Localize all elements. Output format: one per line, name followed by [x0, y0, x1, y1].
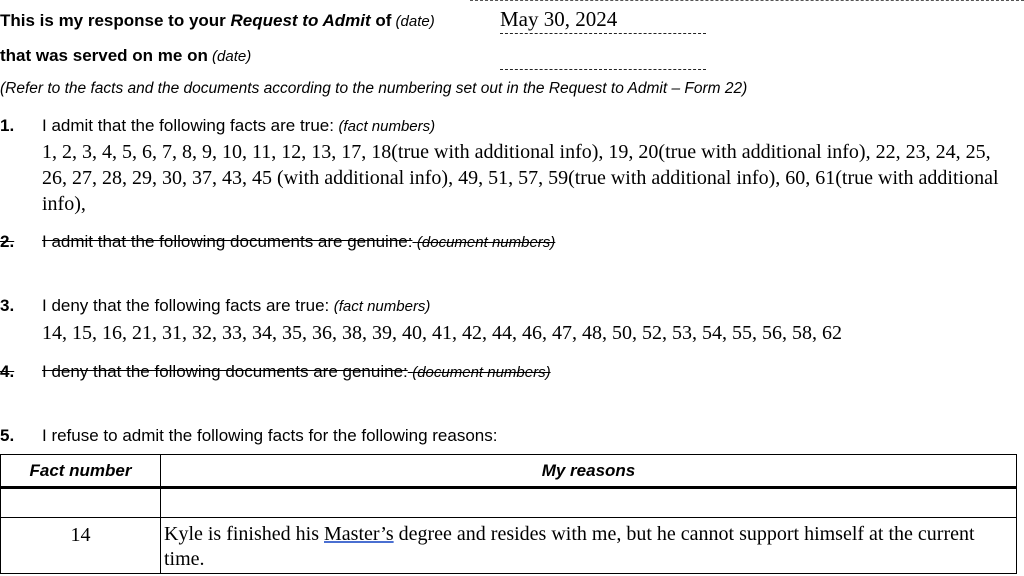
- item-4-lead: I deny that the following documents are genuine:: [42, 362, 408, 381]
- reason-text-pre: Kyle is finished his: [164, 523, 324, 545]
- item-1-number: 1.: [0, 116, 15, 135]
- served-date-hint: (date): [207, 48, 252, 65]
- response-date-field[interactable]: May 30, 2024: [500, 7, 618, 31]
- item-5-number: 5.: [0, 426, 15, 445]
- reason-cell[interactable]: [161, 518, 1017, 574]
- item-3-answer[interactable]: 14, 15, 16, 21, 31, 32, 33, 34, 35, 36, 38, 39, 40, 41, 42, 44, 46, 47, 48, 50, 52, 53, 54, 55, 56, 58, 62: [42, 322, 842, 344]
- item-5-lead: I refuse to admit the following facts for the following reasons:: [42, 426, 498, 445]
- response-date-underline: [500, 33, 706, 34]
- item-3-hint: (fact numbers): [333, 298, 431, 315]
- table-header-row: [1, 455, 1017, 488]
- item-3-number: 3.: [0, 296, 15, 315]
- item-2-lead: I admit that the following documents are genuine:: [42, 232, 413, 251]
- heading-date-hint: (date): [391, 13, 435, 30]
- item-4-heading: [42, 362, 551, 382]
- item-3-heading: [42, 296, 430, 316]
- response-heading: [0, 11, 435, 31]
- item-2-heading: [42, 232, 555, 252]
- heading-of: of: [370, 11, 392, 30]
- served-date-underline: [500, 69, 706, 70]
- fact-number-cell[interactable]: [1, 488, 161, 518]
- reason-text-underlined: Master’s: [324, 523, 394, 545]
- item-4-hint: (document numbers): [412, 364, 551, 381]
- item-1-lead: I admit that the following facts are true:: [42, 116, 334, 135]
- item-2-number: 2.: [0, 232, 15, 251]
- item-4-number: 4.: [0, 362, 15, 381]
- fact-number-column-header: Fact number: [1, 455, 161, 488]
- reason-text-post: degree and resides with me, but he cannot support himself at the current time.: [164, 523, 975, 570]
- item-3-lead: I deny that the following facts are true:: [42, 296, 330, 315]
- top-dashed-rule: [470, 0, 1024, 1]
- item-1-hint: (fact numbers): [338, 118, 436, 135]
- reasons-table: [0, 454, 1017, 574]
- reason-cell[interactable]: [161, 488, 1017, 518]
- item-2-hint: (document numbers): [416, 234, 556, 251]
- refer-note: (Refer to the facts and the documents according to the numbering set out in the Request to Admit – Form 22): [0, 80, 748, 97]
- heading-title: Request to Admit: [230, 11, 371, 30]
- fact-number-cell[interactable]: 14: [1, 518, 161, 574]
- item-1-answer[interactable]: 1, 2, 3, 4, 5, 6, 7, 8, 9, 10, 11, 12, 13, 17, 18(true with additional info), 19, 20(true with additional info), 22, 23, 24, 25, 26, 27, 28, 29, 30, 37, 43, 45 (with additional info), 49, 51, 57, 59(true with additional info), 60, 61(true with additional info),: [42, 141, 999, 215]
- my-reasons-column-header: My reasons: [161, 455, 1017, 488]
- table-row: [1, 518, 1017, 574]
- heading-prefix: This is my response to your: [0, 11, 231, 30]
- served-heading: [0, 46, 251, 66]
- table-row: [1, 488, 1017, 518]
- item-1-heading: [42, 116, 435, 136]
- served-label: that was served on me on: [0, 46, 208, 65]
